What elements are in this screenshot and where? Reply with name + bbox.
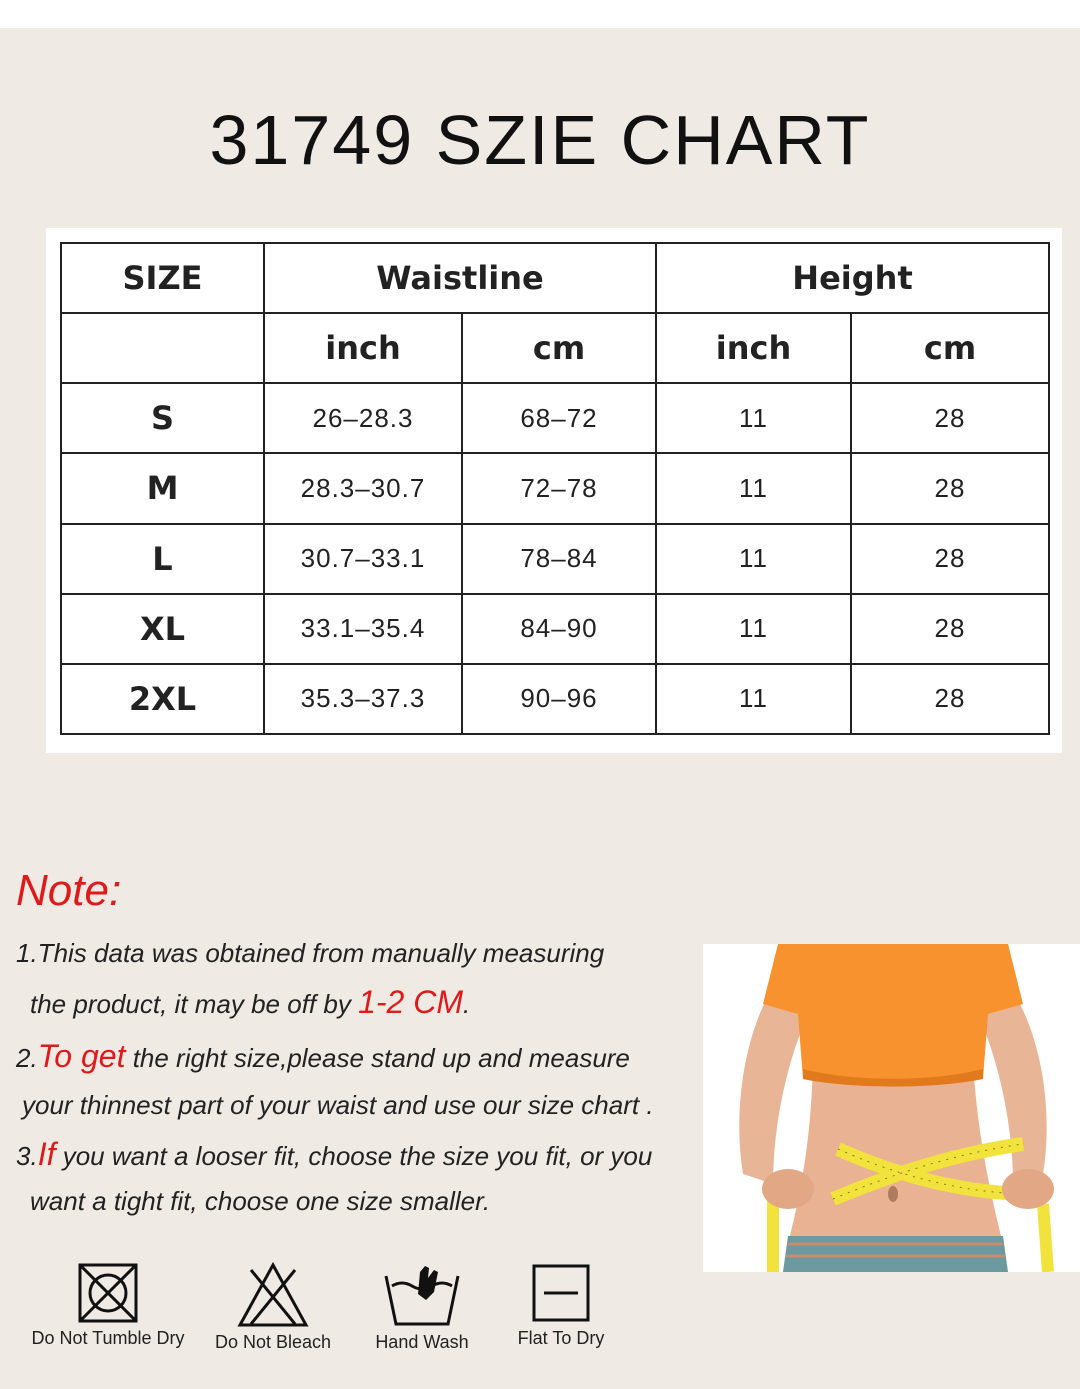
subheader-height-inch: inch (656, 313, 851, 383)
height-inch-cell: 11 (656, 383, 851, 453)
waist-inch-cell: 33.1–35.4 (264, 594, 462, 664)
note-title: Note: (16, 866, 122, 915)
care-label: Do Not Bleach (214, 1332, 332, 1352)
note-1-end: . (462, 989, 471, 1019)
subheader-height-cm: cm (851, 313, 1049, 383)
height-cm-cell: 28 (851, 594, 1049, 664)
height-inch-cell: 11 (656, 524, 851, 594)
note-2-text-a: the right size,please stand up and measure (125, 1043, 630, 1073)
do-not-tumble-dry-icon (77, 1262, 139, 1324)
note-3-highlight: If (37, 1136, 56, 1172)
waist-cm-cell: 72–78 (462, 453, 656, 523)
size-cell: 2XL (61, 664, 264, 734)
page-title: 31749 SZIE CHART (209, 101, 871, 179)
note-1-line-a (16, 938, 604, 969)
note-3-line-b (30, 1186, 490, 1217)
note-2-line-a (16, 1038, 630, 1075)
note-3-number: 3. (16, 1141, 38, 1171)
hand-wash-icon (382, 1262, 462, 1328)
waist-cm-cell: 84–90 (462, 594, 656, 664)
header-height: Height (656, 243, 1049, 313)
note-1-line-b (30, 984, 470, 1021)
care-do-not-tumble-dry (28, 1262, 188, 1349)
height-inch-cell: 11 (656, 664, 851, 734)
height-inch-cell: 11 (656, 453, 851, 523)
note-2-highlight: To get (37, 1038, 126, 1074)
waist-inch-cell: 30.7–33.1 (264, 524, 462, 594)
table-header-row (61, 243, 1049, 313)
note-2-text-b: your thinnest part of your waist and use our size chart . (22, 1090, 654, 1120)
waist-inch-cell: 35.3–37.3 (264, 664, 462, 734)
waist-cm-cell: 68–72 (462, 383, 656, 453)
do-not-bleach-icon (237, 1262, 309, 1328)
model-illustration (703, 944, 1080, 1272)
height-inch-cell: 11 (656, 594, 851, 664)
note-2-number: 2. (16, 1043, 38, 1073)
note-3-line-a (16, 1136, 652, 1173)
note-1-text-b: the product, it may be off by (30, 989, 359, 1019)
care-flat-to-dry (481, 1262, 641, 1349)
header-waistline: Waistline (264, 243, 656, 313)
waist-inch-cell: 26–28.3 (264, 383, 462, 453)
care-label: Flat To Dry (517, 1328, 605, 1348)
note-1-highlight: 1-2 CM (358, 984, 463, 1020)
size-cell: XL (61, 594, 264, 664)
waist-inch-cell: 28.3–30.7 (264, 453, 462, 523)
note-3-text-b: want a tight fit, choose one size smaller. (30, 1186, 491, 1216)
table-row (61, 383, 1049, 453)
model-waist-photo (703, 944, 1080, 1272)
waist-cm-cell: 78–84 (462, 524, 656, 594)
note-1-text-a: 1.This data was obtained from manually measuring (16, 938, 605, 968)
size-chart-table (60, 242, 1050, 735)
table-row (61, 453, 1049, 523)
size-cell: L (61, 524, 264, 594)
size-cell: S (61, 383, 264, 453)
flat-to-dry-icon (530, 1262, 592, 1324)
care-hand-wash (342, 1262, 502, 1353)
note-3-text-a: you want a looser fit, choose the size you fit, or you (55, 1141, 653, 1171)
subheader-empty (61, 313, 264, 383)
height-cm-cell: 28 (851, 524, 1049, 594)
subheader-waist-inch: inch (264, 313, 462, 383)
table-row (61, 594, 1049, 664)
size-chart-container (46, 228, 1062, 753)
height-cm-cell: 28 (851, 383, 1049, 453)
header-size: SIZE (61, 243, 264, 313)
table-row (61, 664, 1049, 734)
note-2-line-b (22, 1090, 654, 1121)
table-row (61, 524, 1049, 594)
care-label: Do Not Tumble Dry (31, 1328, 185, 1348)
height-cm-cell: 28 (851, 453, 1049, 523)
waist-cm-cell: 90–96 (462, 664, 656, 734)
size-cell: M (61, 453, 264, 523)
care-label: Hand Wash (375, 1332, 469, 1352)
care-do-not-bleach (193, 1262, 353, 1353)
height-cm-cell: 28 (851, 664, 1049, 734)
subheader-waist-cm: cm (462, 313, 656, 383)
table-subheader-row (61, 313, 1049, 383)
